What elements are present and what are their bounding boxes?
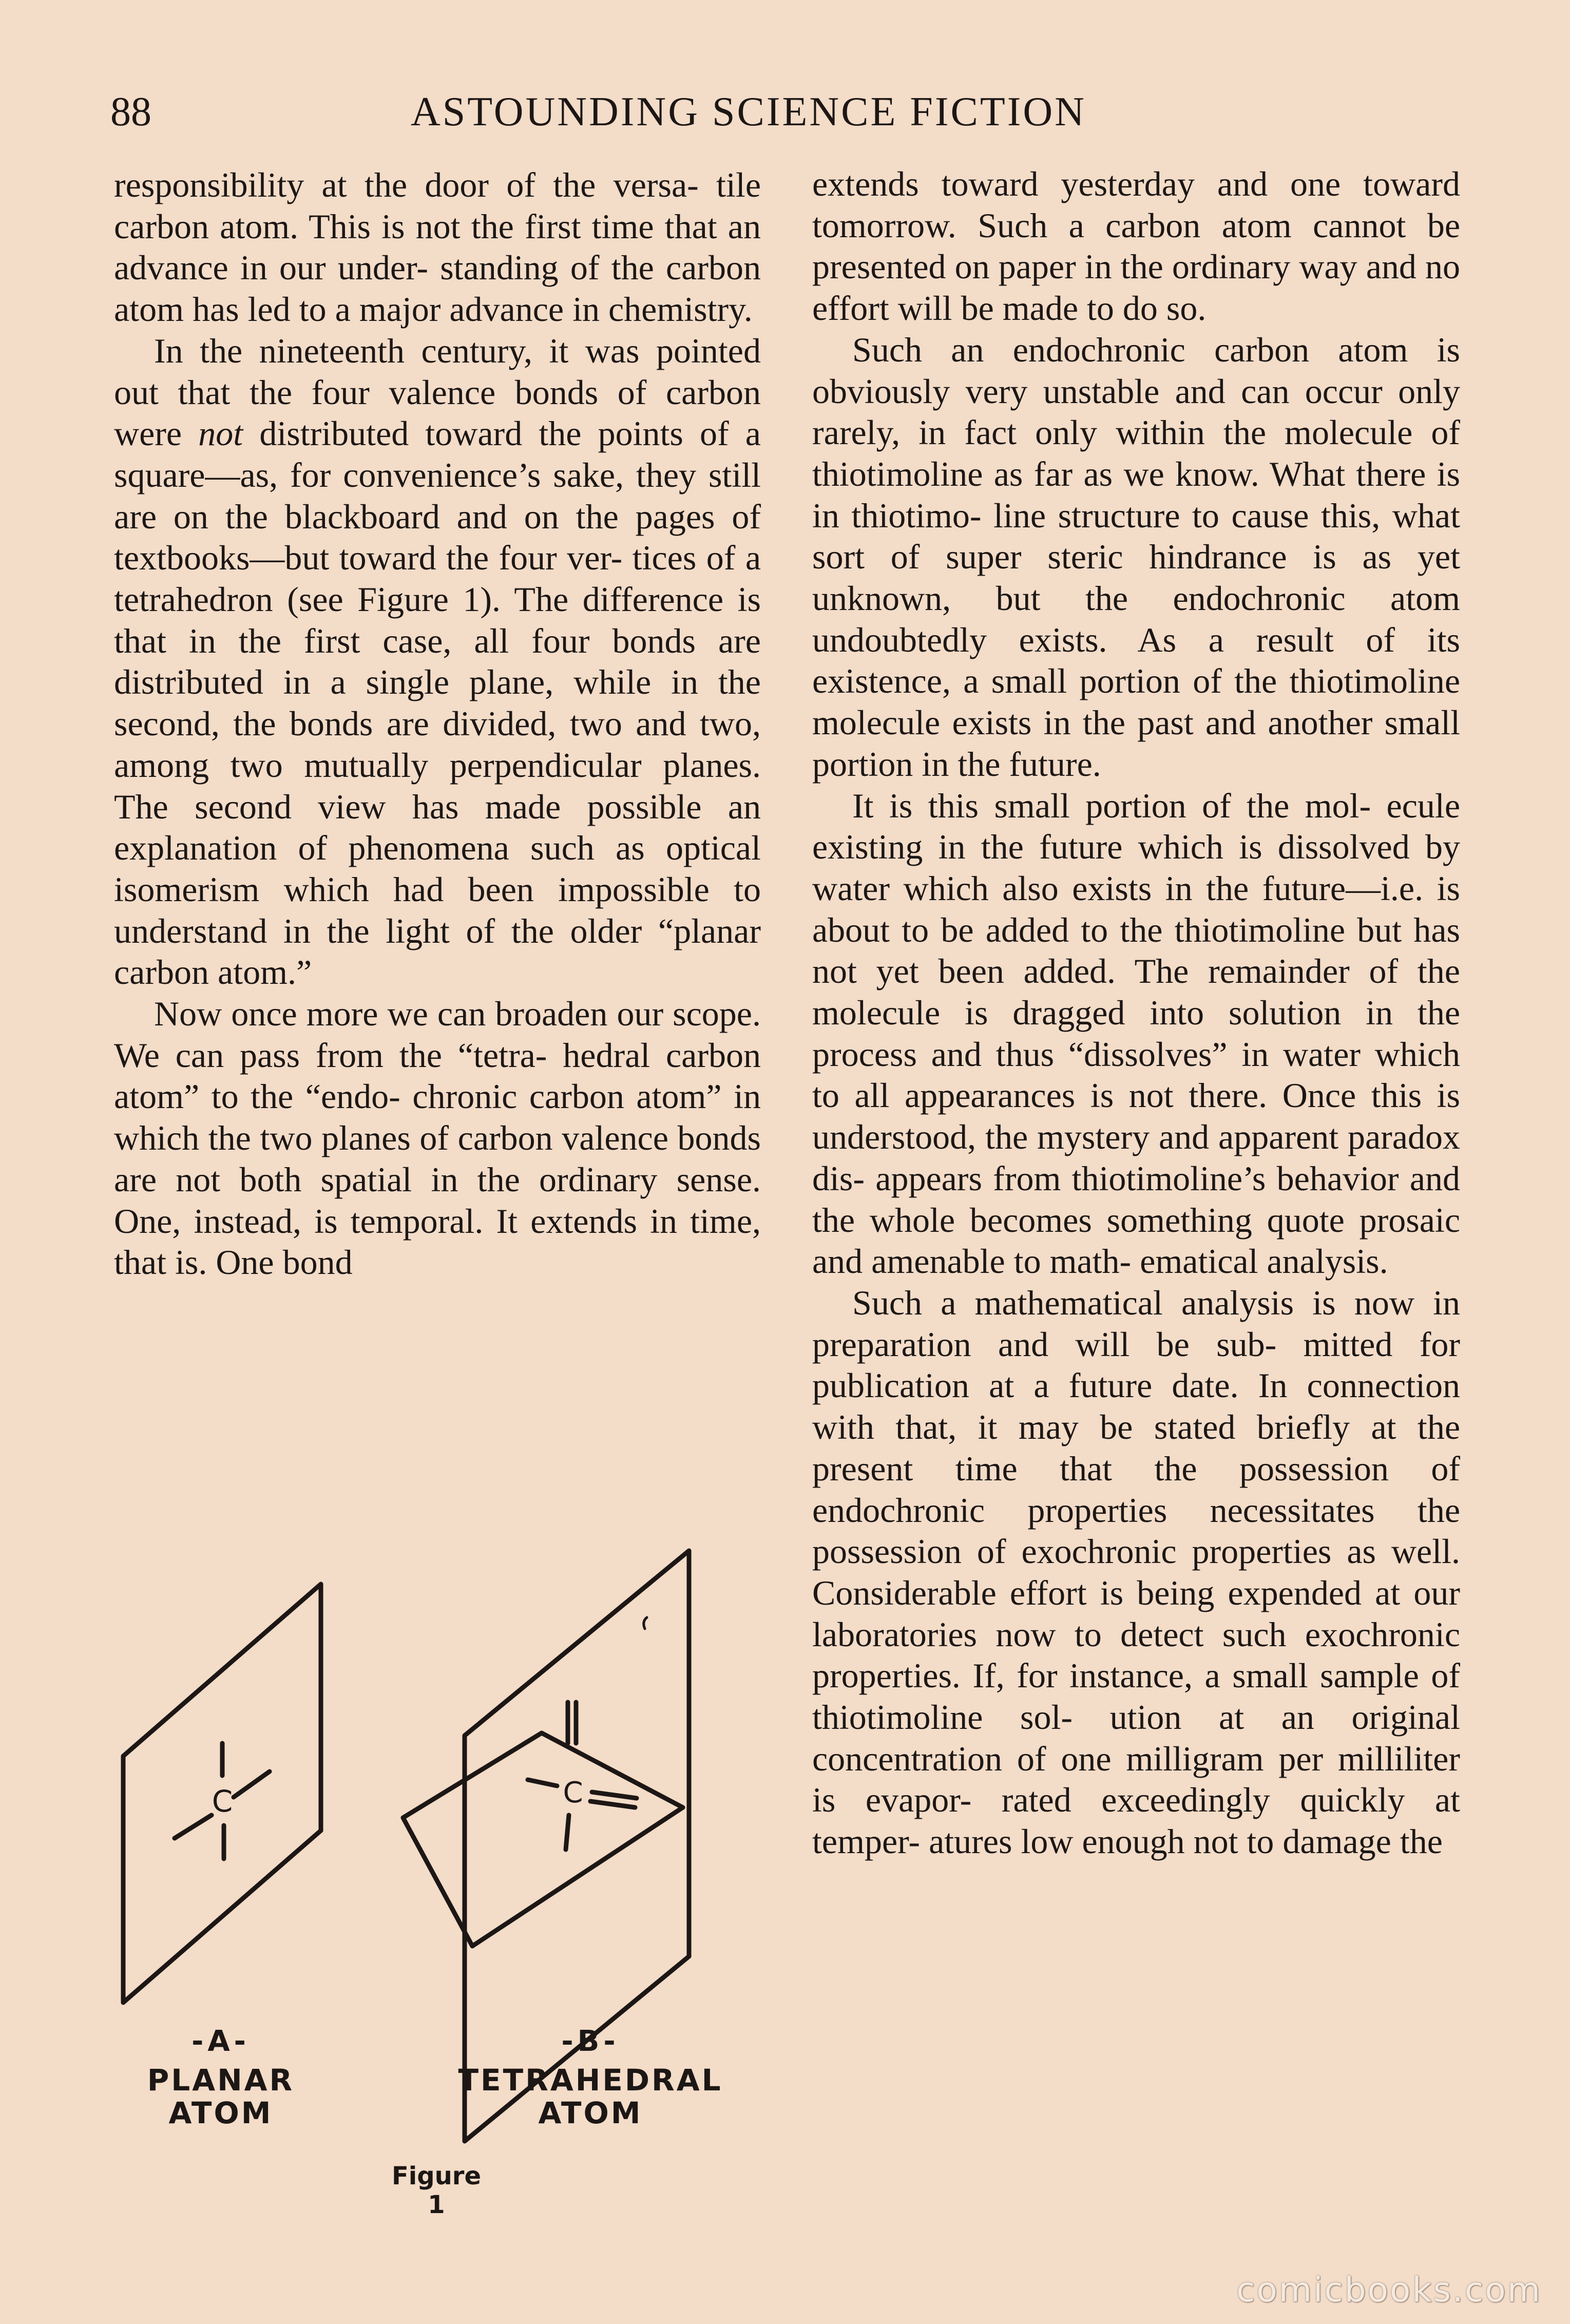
paragraph: Such a mathematical analysis is now in preparation and will be sub- mitted for publication at a future date. In connection with that, it may be stated briefly at the present time that the possession of endochronic properties necessitates the possession of exochronic properties as well. Considerable effort is being expended at our laboratories now to detect such exochronic properties. If, for instance, a small sample of thiotimoline sol- ution at an original concentration of one milligram per milliliter is evapor- rated exceedingly quickly at temper- atures low enough not to damage the [812, 1283, 1460, 1861]
watermark-logo: comicbooks.com [1236, 2270, 1542, 2310]
figure-1 [103, 1530, 780, 2198]
label-line: PLANAR [147, 2063, 295, 2098]
horizontal-plane [403, 1733, 683, 1946]
atom-symbol-a: C [212, 1784, 233, 1819]
paragraph: responsibility at the door of the versa- tile carbon atom. This is not the first time that an advance in our under- standing of the carbon atom has led to a major advance in chemistry. [114, 165, 761, 329]
bond-line [592, 1792, 637, 1798]
bond-line [566, 1815, 569, 1850]
paragraph [114, 330, 761, 993]
bond-line [528, 1780, 557, 1786]
page-number: 88 [110, 89, 151, 135]
atom-symbol-b: C [563, 1776, 583, 1809]
emphasis-text: not [198, 414, 243, 453]
right-column [812, 163, 1460, 1862]
panel-b-label [457, 2064, 724, 2130]
label-line: ATOM [168, 2095, 273, 2130]
bond-line [175, 1815, 212, 1838]
bond-line [590, 1801, 635, 1807]
paragraph: Now once more we can broaden our scope. We can pass from the “tetra- hedral carbon atom” to the “endo- chronic carbon atom” in which the two planes of carbon valence bonds are not both spatial in the ordinary sense. One, instead, is temporal. It extends in time, that is. One bond [114, 994, 761, 1282]
label-line: TETRAHEDRAL [458, 2063, 723, 2098]
stray-mark [644, 1617, 647, 1629]
label-line: ATOM [538, 2095, 643, 2130]
paragraph: Such an endochronic carbon atom is obviously very unstable and can occur only rarely, in fact only within the molecule of thiotimoline as far as we know. What there is in thiotimo- line structure to cause this, what sort of super steric hindrance is as yet unknown, but the endochronic atom undoubtedly exists. As a result of its existence, a small portion of the thiotimoline molecule exists in the past and another small portion in the future. [812, 330, 1460, 784]
bond-line [234, 1771, 270, 1797]
panel-a-letter: -A- [192, 2025, 250, 2058]
text-run: distributed toward the points of a square—as, for convenience’s sake, they still are on the blackboard and on the pages of textbooks—but toward the four ver- tices of a tetrahedron (see Figure 1). The difference is that in the first case, all four bonds are distributed in a single plane, while in the second, the bonds are divided, two and two, among two mutually perpendicular planes. The second view has made possible an explanation of phenomena such as optical isomerism which had been impossible to understand in the light of the older “planar carbon atom.” [114, 414, 761, 992]
paragraph: extends toward yesterday and one toward tomorrow. Such a carbon atom cannot be presented on paper in the ordinary way and no effort will be made to do so. [812, 164, 1460, 328]
panel-b-letter: -B- [561, 2025, 620, 2058]
panel-a-label [123, 2064, 318, 2130]
figure-caption: Figure 1 [392, 2162, 481, 2219]
paragraph: It is this small portion of the mol- ecule existing in the future which is dissolved by water which also exists in the future—i.e. is about to be added to the thiotimoline but has not yet been added. The remainder of the molecule is dragged into solution in the process and thus “dissolves” in water which to all appearances is not there. Once this is understood, the mystery and apparent paradox dis- appears from thiotimoline’s behavior and the whole becomes something quote prosaic and amenable to math- ematical analysis. [812, 786, 1460, 1281]
text-run: In the nineteenth century, it was pointed out that the four valence bonds of carbon were [114, 331, 761, 453]
left-column [114, 164, 761, 1283]
running-head: ASTOUNDING SCIENCE FICTION [411, 89, 1086, 135]
